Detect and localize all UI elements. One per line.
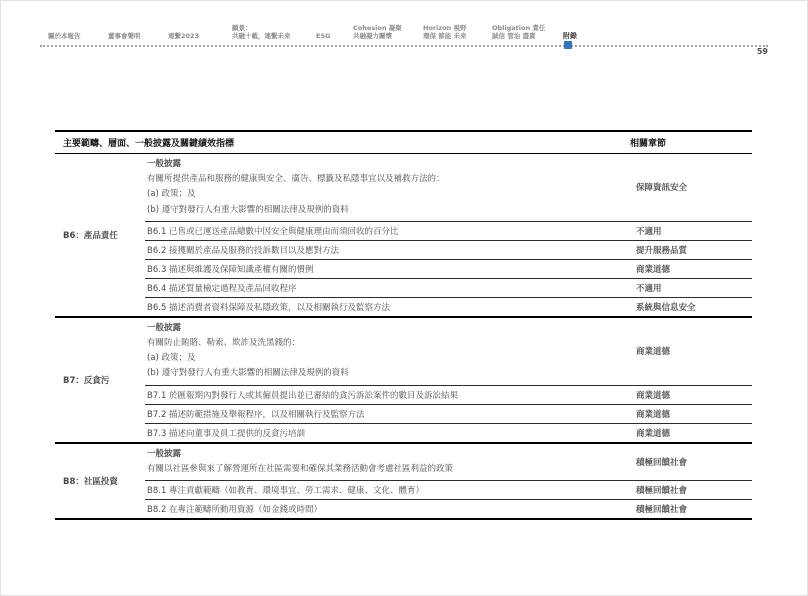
nav-item-label: Horizon 視野 [423, 24, 467, 32]
aspect-rows [145, 154, 752, 316]
table-header-relevant-section: 相關章節 [630, 139, 667, 149]
aspect-section [55, 316, 752, 442]
nav-divider-dotted-rule [40, 45, 768, 47]
general-disclosure-line: 一般披露 [147, 322, 182, 333]
nav-item-subtitle: 誠信 管治 盡責 [492, 31, 536, 40]
kpi-row [145, 240, 752, 259]
section-ref: 積極回饋社會 [636, 505, 688, 516]
kpi-row [145, 404, 752, 423]
nav-item-1[interactable] [48, 33, 81, 41]
kpi-text: B8.1 專注貢獻範疇（如教育、環境事宜、勞工需求、健康、文化、體育） [147, 486, 425, 497]
section-ref: 商業道德 [636, 347, 671, 358]
nav-item-4[interactable] [232, 25, 291, 40]
section-ref: 商業道德 [636, 409, 671, 420]
section-ref: 不適用 [636, 283, 662, 294]
kpi-row [145, 499, 752, 518]
general-disclosure-line: 一般披露 [147, 159, 182, 169]
kpi-row [145, 480, 752, 499]
nav-item-subtitle: 共融十載，連繫未來 [232, 31, 291, 40]
section-ref: 商業道德 [636, 390, 671, 401]
nav-item-label: 董事會聲明 [108, 31, 141, 40]
table-header-subject-areas: 主要範疇、層面、一般披露及關鍵績效指標 [63, 139, 235, 149]
section-ref: 提升服務品質 [636, 245, 688, 256]
general-disclosure-line: (b) 遵守對發行人有重大影響的相關法律及規例的資料 [147, 204, 349, 215]
nav-item-label: Obligation 責任 [492, 24, 546, 32]
nav-item-label: 連繫2023 [168, 31, 200, 40]
esg-content-index-table [55, 130, 752, 520]
nav-item-3[interactable] [168, 33, 199, 41]
nav-item-7[interactable] [423, 25, 467, 40]
kpi-text: B7.1 於匯報期內對發行人或其僱員提出並已審結的貪污訴訟案件的數目及訴訟結果 [147, 390, 459, 401]
kpi-row [145, 385, 752, 404]
nav-item-subtitle: 共融凝力關懷 [353, 31, 392, 40]
table-body [55, 154, 752, 520]
aspect-label: B7：反貪污 [63, 375, 110, 386]
section-ref: 系統與信息安全 [636, 302, 696, 313]
general-disclosure-row [145, 444, 752, 480]
general-disclosure-text [145, 318, 630, 385]
aspect-label: B6：產品責任 [63, 230, 118, 241]
section-ref: 積極回饋社會 [636, 457, 688, 468]
nav-item-label: ESG [316, 31, 331, 40]
section-ref: 商業道德 [636, 428, 671, 439]
aspect-rows [145, 444, 752, 518]
general-disclosure-row [145, 154, 752, 221]
nav-item-subtitle: 環保 節能 未來 [423, 31, 467, 40]
page-number: 59 [756, 47, 768, 56]
kpi-text: B8.2 在專注範疇所動用資源（如金錢或時間） [147, 505, 323, 516]
general-disclosure-line: (b) 遵守對發行人有重大影響的相關法律及規例的資料 [147, 368, 349, 379]
kpi-text: B6.4 描述質量檢定過程及產品回收程序 [147, 283, 297, 294]
nav-item-8[interactable] [492, 25, 545, 40]
chapter-nav [0, 20, 808, 56]
nav-item-9[interactable] [563, 33, 577, 41]
section-ref: 積極回饋社會 [636, 486, 688, 497]
kpi-text: B6.1 已售或已運送產品總數中因安全與健康理由而須回收的百分比 [147, 226, 399, 237]
kpi-text: B6.3 描述與維護及保障知識產權有關的慣例 [147, 264, 314, 275]
kpi-row [145, 221, 752, 240]
kpi-text: B6.5 描述消費者資料保障及私隱政策，以及相關執行及監察方法 [147, 302, 391, 313]
nav-item-label: 關於本報告 [48, 31, 81, 40]
nav-item-label: 願景： [232, 24, 252, 32]
aspect-rows [145, 318, 752, 442]
section-ref: 保障資訊安全 [636, 183, 688, 194]
section-ref: 商業道德 [636, 264, 671, 275]
kpi-row [145, 278, 752, 297]
nav-item-2[interactable] [108, 33, 141, 41]
general-disclosure-line: 一般披露 [147, 448, 182, 459]
kpi-text: B7.3 描述向董事及員工提供的反貪污培訓 [147, 428, 306, 439]
nav-item-5[interactable] [316, 33, 330, 41]
kpi-text: B6.2 接獲關於產品及服務的投訴數目以及應對方法 [147, 245, 340, 256]
table-header-row [55, 130, 752, 154]
aspect-section [55, 154, 752, 316]
aspect-label: B8：社區投資 [63, 476, 118, 487]
kpi-row [145, 259, 752, 278]
general-disclosure-line: 有關所提供產品和服務的健康與安全、廣告、標籤及私隱事宜以及補救方法的： [147, 174, 445, 185]
kpi-text: B7.2 描述防範措施及舉報程序，以及相關執行及監察方法 [147, 409, 365, 420]
general-disclosure-line: (a) 政策；及 [147, 353, 196, 364]
kpi-row [145, 297, 752, 316]
aspect-section [55, 442, 752, 518]
nav-item-6[interactable] [353, 25, 402, 40]
general-disclosure-text [145, 444, 630, 480]
active-chapter-marker-dot [564, 41, 572, 49]
nav-item-label: Cohesion 凝聚 [353, 24, 402, 32]
general-disclosure-line: (a) 政策；及 [147, 189, 196, 200]
general-disclosure-row [145, 318, 752, 385]
general-disclosure-line: 有關防止賄賂、勒索、欺詐及洗黑錢的： [147, 338, 301, 349]
nav-item-label: 附錄 [563, 31, 577, 40]
kpi-row [145, 423, 752, 442]
general-disclosure-line: 有關以社區參與來了解營運所在社區需要和確保其業務活動會考慮社區利益的政策 [147, 463, 454, 474]
general-disclosure-text [145, 154, 630, 221]
section-ref: 不適用 [636, 226, 662, 237]
